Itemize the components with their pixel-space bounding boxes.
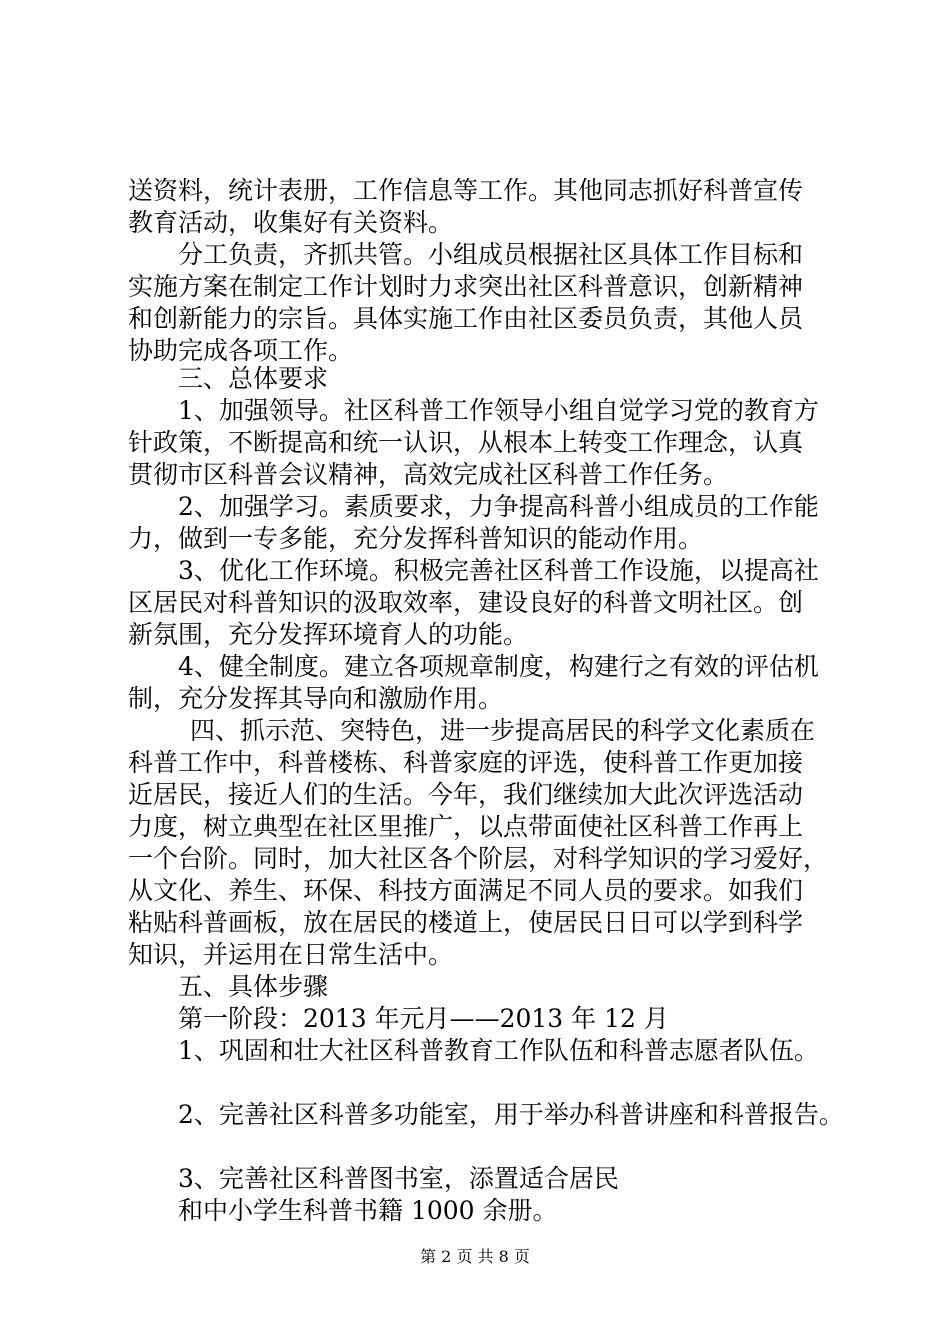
body-line: 粘贴科普画板，放在居民的楼道上，使居民日日可以学到科学: [128, 908, 804, 937]
body-line: 送资料，统计表册，工作信息等工作。其他同志抓好科普宣传: [128, 176, 804, 205]
body-line: 2、加强学习。素质要求，力争提高科普小组成员的工作能: [178, 492, 819, 521]
section-heading: 四、抓示范、突特色，进一步提高居民的科学文化素质在: [190, 716, 816, 745]
section-heading: 三、总体要求: [178, 364, 329, 393]
body-line: 和创新能力的宗旨。具体实施工作由社区委员负责，其他人员: [128, 304, 804, 333]
body-line: 针政策，不断提高和统一认识，从根本上转变工作理念，认真: [128, 428, 804, 457]
body-line: 教育活动，收集好有关资料。: [128, 208, 454, 237]
stage-heading: 第一阶段：2013 年元月——2013 年 12 月: [178, 1004, 669, 1033]
body-line: 新氛围，充分发挥环境育人的功能。: [128, 620, 529, 649]
body-line: 1、巩固和壮大社区科普教育工作队伍和科普志愿者队伍。: [178, 1036, 819, 1065]
body-line: 实施方案在制定工作计划时力求突出社区科普意识，创新精神: [128, 272, 804, 301]
body-line: 从文化、养生、环保、科技方面满足不同人员的要求。如我们: [128, 876, 804, 905]
body-line: 知识，并运用在日常生活中。: [128, 940, 454, 969]
body-line: 和中小学生科普书籍 1000 余册。: [178, 1196, 558, 1225]
body-line: 贯彻市区科普会议精神，高效完成社区科普工作任务。: [128, 460, 729, 489]
body-line: 制，充分发挥其导向和激励作用。: [128, 684, 504, 713]
body-line: 协助完成各项工作。: [128, 336, 354, 365]
body-line: 科普工作中，科普楼栋、科普家庭的评选，使科普工作更加接: [128, 748, 804, 777]
body-line: 近居民，接近人们的生活。今年，我们继续加大此次评选活动: [128, 780, 804, 809]
body-line: 3、完善社区科普图书室，添置适合居民: [178, 1164, 619, 1193]
body-line: 一个台阶。同时，加大社区各个阶层，对科学知识的学习爱好，: [128, 844, 829, 873]
body-line: 1、加强领导。社区科普工作领导小组自觉学习党的教育方: [178, 396, 819, 425]
body-line: 力，做到一专多能，充分发挥科普知识的能动作用。: [128, 524, 704, 553]
page-number-footer: 第 2 页 共 8 页: [420, 1247, 530, 1266]
section-heading: 五、具体步骤: [178, 972, 329, 1001]
body-line: 力度，树立典型在社区里推广，以点带面使社区科普工作再上: [128, 812, 804, 841]
body-line: 区居民对科普知识的汲取效率，建设良好的科普文明社区。创: [128, 588, 804, 617]
body-line: 3、优化工作环境。积极完善社区科普工作设施，以提高社: [178, 556, 819, 585]
body-line: 4、健全制度。建立各项规章制度，构建行之有效的评估机: [178, 652, 819, 681]
body-line: 分工负责，齐抓共管。小组成员根据社区具体工作目标和: [178, 240, 804, 269]
body-line: 2、完善社区科普多功能室，用于举办科普讲座和科普报告。: [178, 1100, 844, 1129]
